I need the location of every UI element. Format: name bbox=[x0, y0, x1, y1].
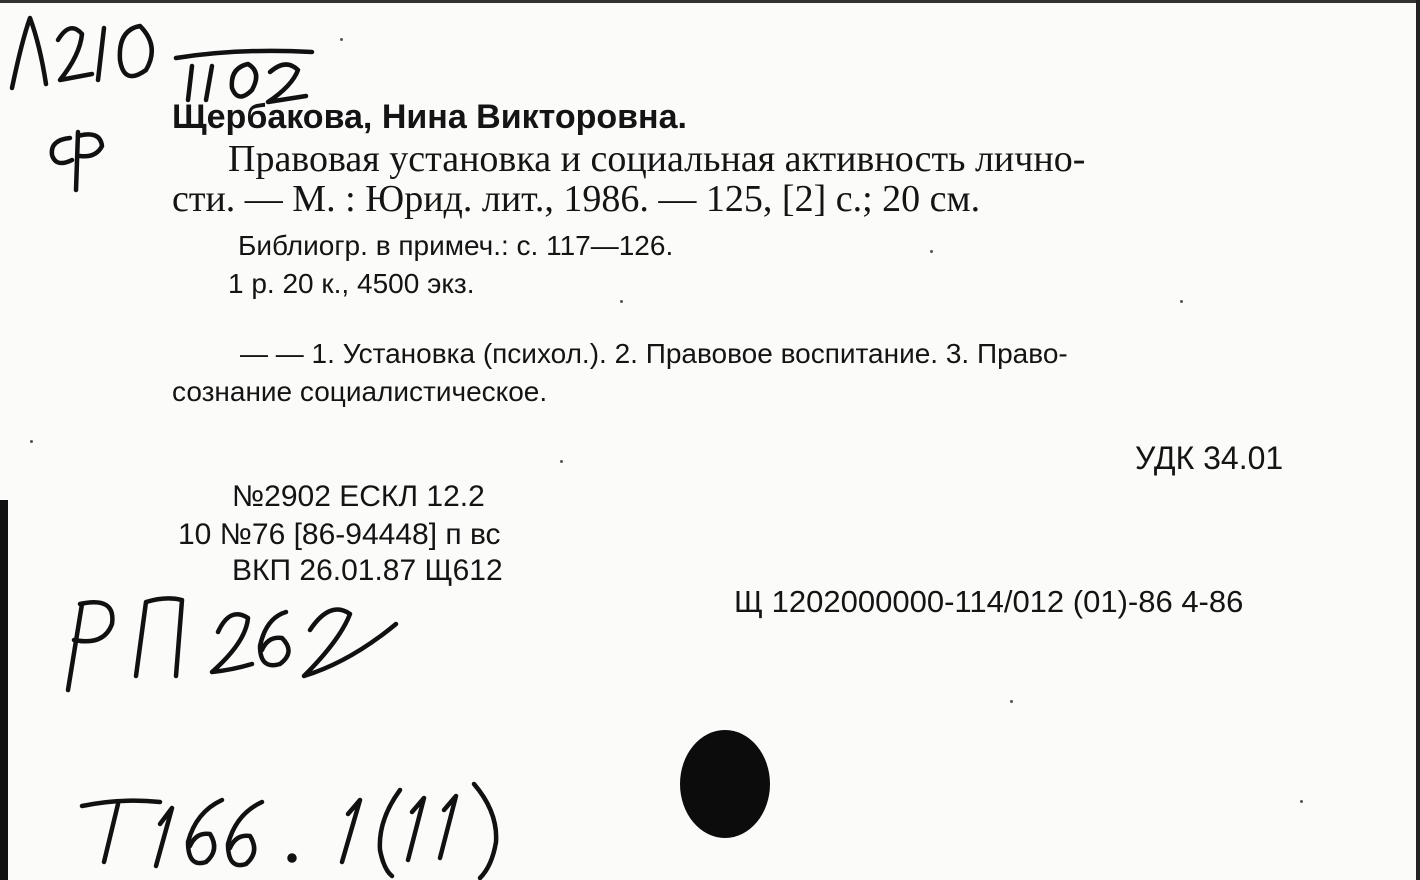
dust-speck bbox=[1300, 800, 1303, 803]
subject-headings-line-1: — — 1. Установка (психол.). 2. Правовое воспитание. 3. Право- bbox=[240, 338, 1068, 369]
handwritten-top-fraction bbox=[176, 51, 312, 102]
dust-speck bbox=[30, 440, 33, 443]
dust-speck bbox=[560, 460, 563, 463]
punch-hole bbox=[680, 730, 770, 838]
subject-headings-line-2: сознание социалистическое. bbox=[172, 376, 548, 407]
registry-line-2: 10 №76 [86-94448] п вс bbox=[178, 518, 501, 551]
handwritten-shelf-mark bbox=[82, 784, 496, 878]
dust-speck bbox=[620, 300, 623, 303]
author-name: Щербакова, Нина Викторовна. bbox=[172, 98, 687, 136]
handwritten-top-left bbox=[12, 18, 152, 88]
title-line-2: сти. — М. : Юрид. лит., 1986. — 125, [2] с.; 20 см. bbox=[172, 178, 981, 220]
bibliography-note: Библиогр. в примеч.: с. 117—126. bbox=[238, 230, 674, 261]
dust-speck bbox=[1180, 300, 1183, 303]
classification-code: Щ 1202000000-114/012 (01)-86 4-86 bbox=[734, 584, 1244, 619]
handwritten-margin-mark bbox=[52, 132, 102, 190]
dust-speck bbox=[340, 38, 343, 41]
title-line-1: Правовая установка и социальная активность лично- bbox=[228, 138, 1086, 180]
registry-line-1: №2902 ЕСКЛ 12.2 bbox=[232, 480, 485, 513]
udk-code: УДК 34.01 bbox=[1135, 440, 1284, 476]
dust-speck bbox=[1010, 700, 1013, 703]
registry-line-3: ВКП 26.01.87 Щ612 bbox=[232, 554, 503, 587]
dust-speck bbox=[930, 250, 933, 253]
price-and-print-run: 1 р. 20 к., 4500 экз. bbox=[228, 268, 475, 299]
handwritten-stamp-code bbox=[68, 598, 396, 690]
